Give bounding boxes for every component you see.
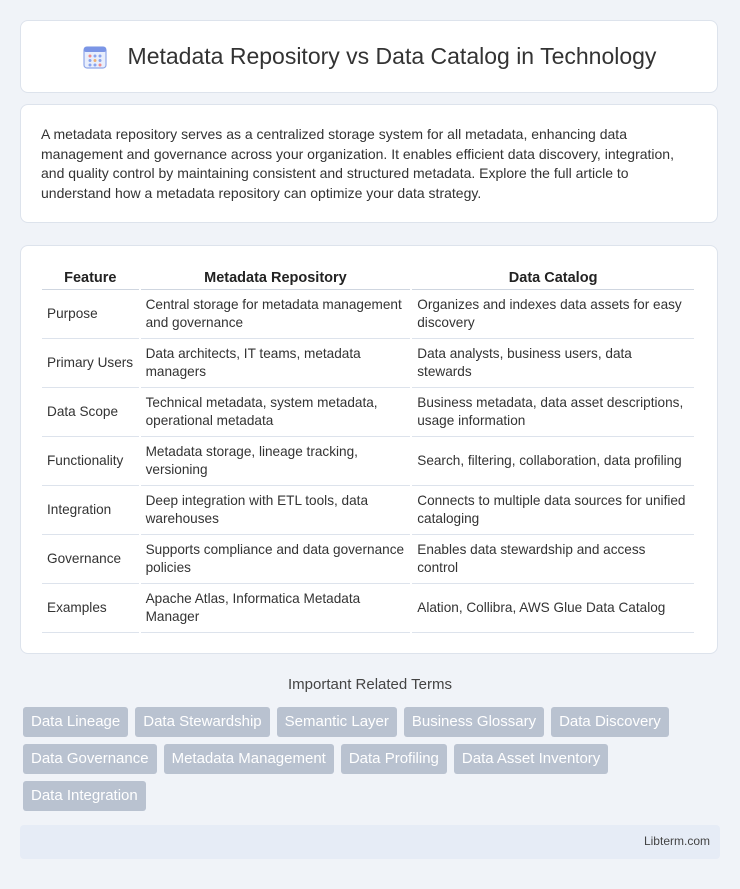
comparison-table-card — [20, 245, 718, 654]
footer — [20, 825, 720, 859]
catalog-cell: Business metadata, data asset descriptions, usage information — [412, 388, 694, 437]
feature-cell: Primary Users — [42, 339, 139, 388]
table-row — [42, 339, 694, 388]
feature-cell: Data Scope — [42, 388, 139, 437]
repository-cell: Deep integration with ETL tools, data warehouses — [141, 486, 411, 535]
table-header-row — [42, 266, 694, 290]
feature-cell: Functionality — [42, 437, 139, 486]
repository-cell: Data architects, IT teams, metadata managers — [141, 339, 411, 388]
table-row — [42, 290, 694, 339]
related-term-tag[interactable]: Data Profiling — [341, 744, 447, 774]
intro-card — [20, 104, 718, 223]
repository-cell: Supports compliance and data governance policies — [141, 535, 411, 584]
related-term-tag[interactable]: Data Discovery — [551, 707, 669, 737]
comparison-table — [40, 266, 696, 633]
repository-cell: Central storage for metadata management and governance — [141, 290, 411, 339]
related-term-tag[interactable]: Data Lineage — [23, 707, 128, 737]
feature-cell: Examples — [42, 584, 139, 633]
catalog-cell: Alation, Collibra, AWS Glue Data Catalog — [412, 584, 694, 633]
related-terms-title: Important Related Terms — [288, 676, 452, 693]
repository-cell: Technical metadata, system metadata, operational metadata — [141, 388, 411, 437]
related-term-tag[interactable]: Metadata Management — [164, 744, 334, 774]
title-card — [20, 20, 718, 93]
page-title: Metadata Repository vs Data Catalog in Technology — [127, 43, 657, 69]
related-term-tag[interactable]: Business Glossary — [404, 707, 544, 737]
table-row — [42, 437, 694, 486]
column-header-feature: Feature — [42, 266, 139, 290]
table-row — [42, 486, 694, 535]
feature-cell: Governance — [42, 535, 139, 584]
intro-text: A metadata repository serves as a centralized storage system for all metadata, enhancing data management and governance across your organization. It enables efficient data discovery, integration, and quality control by maintaining consistent and structured metadata. Explore the full article to understand how a metadata repository can optimize your data strategy. — [41, 126, 674, 201]
catalog-cell: Enables data stewardship and access control — [412, 535, 694, 584]
catalog-cell: Data analysts, business users, data stewards — [412, 339, 694, 388]
related-term-tag[interactable]: Data Stewardship — [135, 707, 269, 737]
catalog-cell: Search, filtering, collaboration, data profiling — [412, 437, 694, 486]
table-row — [42, 535, 694, 584]
footer-site-link[interactable]: Libterm.com — [643, 834, 710, 848]
repository-cell: Metadata storage, lineage tracking, versioning — [141, 437, 411, 486]
related-term-tag[interactable]: Data Asset Inventory — [454, 744, 608, 774]
repository-cell: Apache Atlas, Informatica Metadata Manager — [141, 584, 411, 633]
catalog-cell: Organizes and indexes data assets for easy discovery — [412, 290, 694, 339]
related-term-tag[interactable]: Data Integration — [23, 781, 146, 811]
related-term-tag[interactable]: Semantic Layer — [277, 707, 397, 737]
table-row — [42, 388, 694, 437]
feature-cell: Purpose — [42, 290, 139, 339]
table-row — [42, 584, 694, 633]
catalog-cell: Connects to multiple data sources for unified cataloging — [412, 486, 694, 535]
related-term-tag[interactable]: Data Governance — [23, 744, 157, 774]
column-header-data-catalog: Data Catalog — [412, 266, 694, 290]
feature-cell: Integration — [42, 486, 139, 535]
calendar-grid-icon — [82, 44, 108, 70]
column-header-metadata-repository: Metadata Repository — [141, 266, 411, 290]
related-terms-list — [23, 707, 723, 811]
